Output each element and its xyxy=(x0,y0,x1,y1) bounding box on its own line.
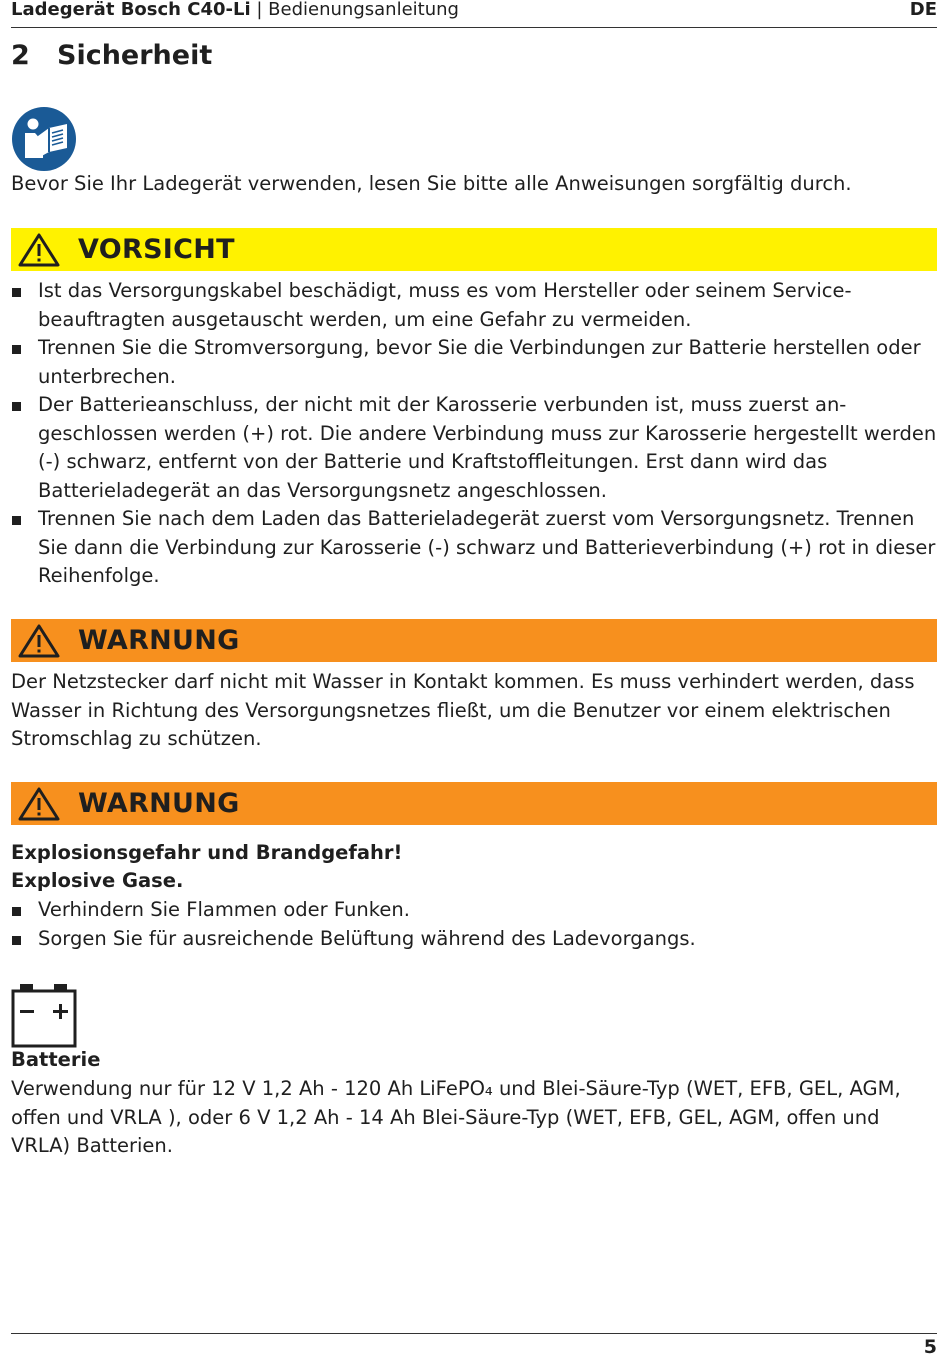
warning-list xyxy=(11,896,937,953)
list-item: Trennen Sie nach dem Laden das Batterieladegerät zuerst vom Versorgungsnetz. Trennen Sie dann die Verbindung zur Karosserie (-) schwarz und Batterieverbindung (+) rot in dieser Reihenfolge. xyxy=(11,505,937,591)
read-manual-icon xyxy=(11,106,77,172)
header-doc-type: Bedienungsanleitung xyxy=(268,0,459,20)
warning-banner-1 xyxy=(11,619,937,662)
caution-banner xyxy=(11,228,937,271)
list-item: Ist das Versorgungskabel beschädigt, muss es vom Hersteller oder seinem Service-beauftragten ausgetauscht werden, um eine Gefahr zu vermeiden. xyxy=(11,277,937,334)
explosive-gas-heading: Explosive Gase. xyxy=(11,869,184,892)
header-rule xyxy=(11,27,937,28)
caution-label: VORSICHT xyxy=(78,234,235,265)
caution-list xyxy=(11,277,937,591)
battery-text: Verwendung nur für 12 V 1,2 Ah - 120 Ah LiFePO₄ und Blei-Säure-Typ (WET, EFB, GEL, AGM, offen und VRLA ), oder 6 V 1,2 Ah - 14 Ah Blei-Säure-Typ (WET, EFB, GEL, AGM, offen und VRLA) Batterien. xyxy=(11,1077,901,1157)
warning-label-2: WARNUNG xyxy=(78,788,240,819)
battery-icon xyxy=(11,984,77,1048)
section-number: 2 xyxy=(11,40,30,71)
list-item: Verhindern Sie Flammen oder Funken. xyxy=(11,896,937,925)
warning-banner-2 xyxy=(11,782,937,825)
list-item: Trennen Sie die Stromversorgung, bevor Sie die Verbindungen zur Batterie herstellen oder unterbrechen. xyxy=(11,334,937,391)
warning-triangle-icon xyxy=(17,232,61,272)
battery-title: Batterie xyxy=(11,1048,101,1071)
warning-label-1: WARNUNG xyxy=(78,625,240,656)
header-separator: | xyxy=(256,0,263,20)
section-title-text: Sicherheit xyxy=(57,40,213,71)
warning-text-1: Der Netzstecker darf nicht mit Wasser in Kontakt kommen. Es muss verhindert werden, dass Wasser in Richtung des Versorgungsnetzes fließt, um die Benutzer vor einem elektrischen Stromschlag zu schützen. xyxy=(11,670,915,750)
intro-text: Bevor Sie Ihr Ladegerät verwenden, lesen Sie bitte alle Anweisungen sorgfältig durch. xyxy=(11,172,852,195)
warning-triangle-icon xyxy=(17,623,61,663)
page-number: 5 xyxy=(923,1336,937,1358)
header-language: DE xyxy=(909,0,937,20)
page-header xyxy=(11,0,937,26)
section-title xyxy=(11,38,212,74)
explosion-heading: Explosionsgefahr und Brandgefahr! xyxy=(11,841,403,864)
header-product: Ladegerät Bosch C40-Li xyxy=(11,0,251,20)
list-item: Der Batterieanschluss, der nicht mit der Karosserie verbunden ist, muss zuerst an-geschlossen werden (+) rot. Die andere Verbindung muss zur Karosserie hergestellt werden (-) schwarz, entfernt von der Batterie und Kraftstoffleitungen. Erst dann wird das Batterieladegerät an das Versorgungsnetz angeschlossen. xyxy=(11,391,937,505)
warning-triangle-icon xyxy=(17,786,61,826)
list-item: Sorgen Sie für ausreichende Belüftung während des Ladevorgangs. xyxy=(11,925,937,954)
footer-rule xyxy=(11,1333,937,1334)
